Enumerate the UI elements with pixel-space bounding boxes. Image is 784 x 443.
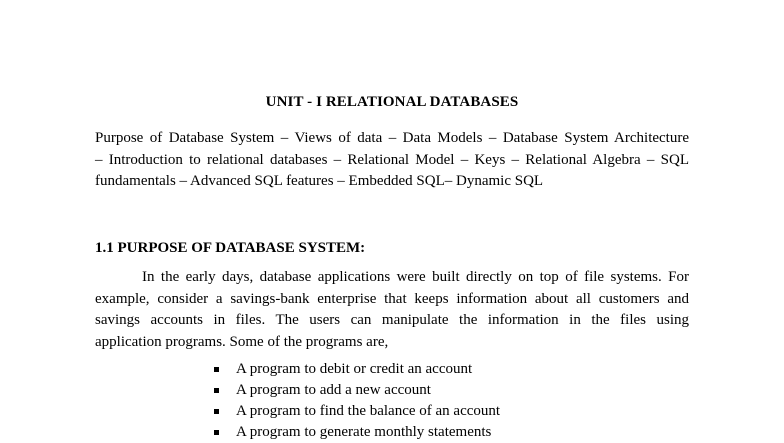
square-bullet-icon — [214, 430, 219, 435]
syllabus-line: Purpose of Database System – Views of data – Data Models – Database System Architecture — [95, 130, 689, 146]
list-item-text: A program to debit or credit an account — [236, 361, 473, 377]
list-item — [210, 401, 500, 422]
square-bullet-icon — [214, 409, 219, 414]
section-heading: 1.1 PURPOSE OF DATABASE SYSTEM: — [95, 240, 366, 256]
program-list — [210, 359, 500, 443]
syllabus-topics — [95, 128, 689, 193]
paragraph-line: savings accounts in files. The users can manipulate the information in the files using — [95, 312, 689, 328]
syllabus-line: fundamentals – Advanced SQL features – Embedded SQL– Dynamic SQL — [95, 173, 544, 189]
list-item — [210, 422, 500, 443]
paragraph-line: application programs. Some of the programs are, — [95, 333, 389, 350]
square-bullet-icon — [214, 388, 219, 393]
paragraph-line: example, consider a savings-bank enterprise that keeps information about all customers and — [95, 290, 689, 307]
list-item-text: A program to add a new account — [236, 382, 431, 398]
list-item-text: A program to generate monthly statements — [236, 424, 492, 440]
list-item — [210, 359, 500, 380]
unit-title: UNIT - I RELATIONAL DATABASES — [265, 94, 519, 110]
square-bullet-icon — [214, 367, 219, 372]
paragraph-line: In the early days, database applications were built directly on top of file systems. For — [142, 269, 689, 285]
list-item-text: A program to find the balance of an account — [236, 403, 501, 419]
syllabus-line: – Introduction to relational databases – Relational Model – Keys – Relational Algebra – SQL — [95, 151, 689, 168]
body-paragraph — [95, 267, 689, 353]
list-item — [210, 380, 500, 401]
